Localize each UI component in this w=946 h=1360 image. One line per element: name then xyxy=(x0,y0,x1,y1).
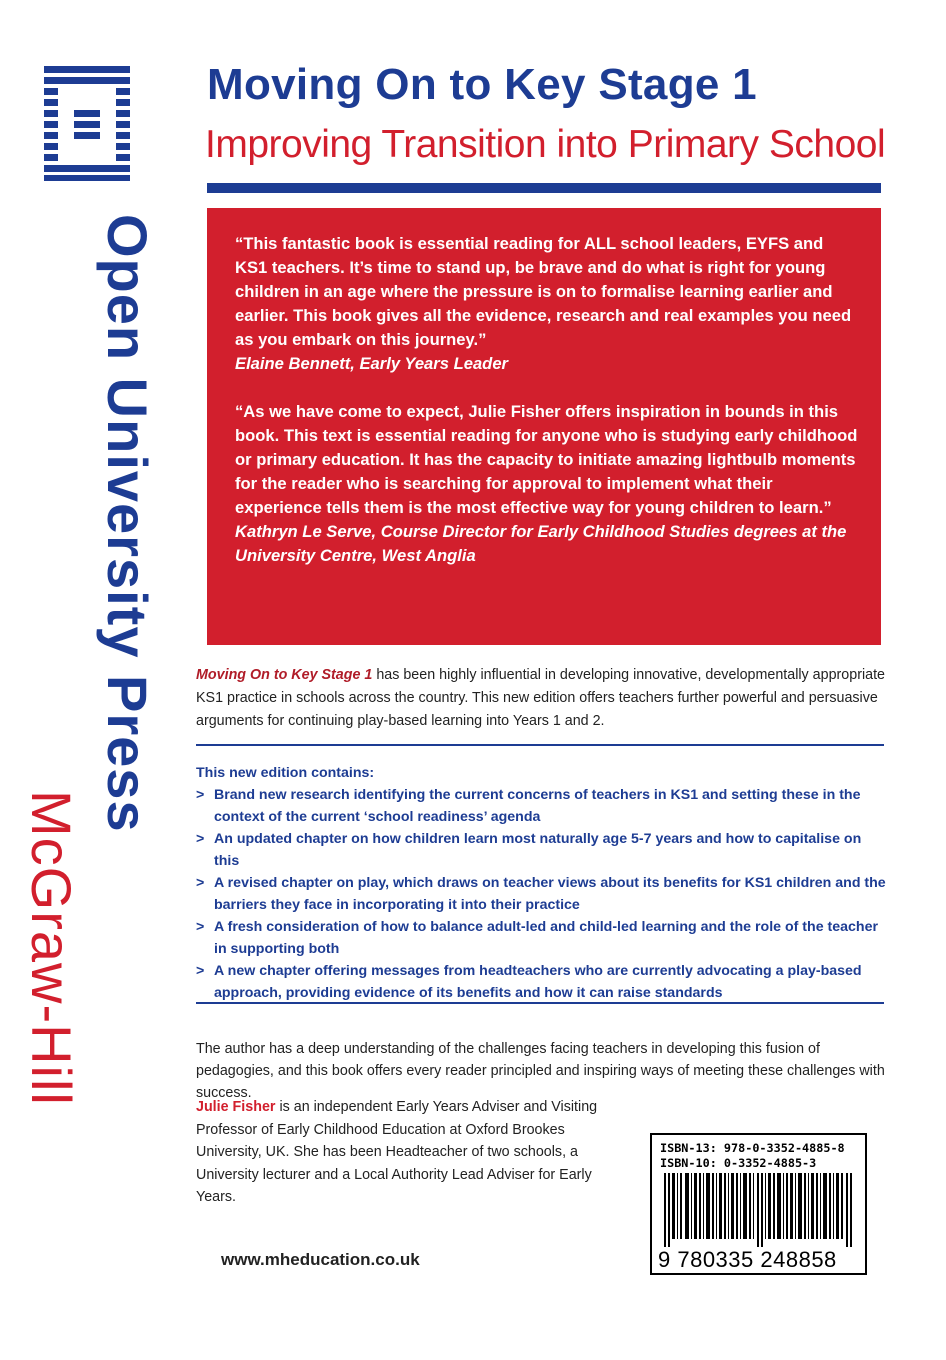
contents-bottom-divider xyxy=(196,1002,884,1004)
bullet-arrow-icon: > xyxy=(196,875,205,891)
endorsement-box xyxy=(207,208,881,645)
list-item: > Brand new research identifying the current concerns of teachers in KS1 and setting these in the context of the current ‘school readiness’ agenda xyxy=(196,784,886,828)
list-item: > An updated chapter on how children learn most naturally age 5-7 years and how to capitalise on this xyxy=(196,828,886,872)
contents-list xyxy=(196,784,886,1004)
book-title: Moving On to Key Stage 1 xyxy=(207,60,757,109)
intro-paragraph xyxy=(196,664,886,733)
list-item: > A fresh consideration of how to balance adult-led and child-led learning and the role of the teacher in supporting both xyxy=(196,916,886,960)
endorsement-quote: “As we have come to expect, Julie Fisher offers inspiration in bounds in this book. This text is essential reading for anyone who is studying early childhood or primary education. It has the capacity to initiate amazing lightbulb moments for the reader who is searching for approval to implement what their experience tells them is the most effective way for young children to learn.” xyxy=(235,402,858,517)
summary-paragraph: The author has a deep understanding of the challenges facing teachers in developing this fusion of pedagogies, and this book offers every reader principled and inspiring ways of meeting these challenges with success. xyxy=(196,1041,885,1101)
author-bio-text: is an independent Early Years Adviser and Visiting Professor of Early Childhood Education at Oxford Brookes University, UK. She has been Headteacher of two schools, a University lecturer and a Local Authority Lead Adviser for Early Years. xyxy=(196,1099,598,1205)
list-item: > A revised chapter on play, which draws on teacher views about its benefits for KS1 children and the barriers they face in incorporating it into their practice xyxy=(196,872,886,916)
bullet-arrow-icon: > xyxy=(196,831,205,847)
barcode-digits: 9 780335 248858 xyxy=(658,1247,837,1272)
publisher-name-vertical: Open University Press xyxy=(96,214,159,833)
publisher-spine xyxy=(0,0,185,1360)
endorsement-attribution: Kathryn Le Serve, Course Director for Early Childhood Studies degrees at the University Centre, West Anglia xyxy=(235,522,847,565)
publisher-website: www.mheducation.co.uk xyxy=(221,1250,420,1269)
bullet-arrow-icon: > xyxy=(196,963,205,979)
isbn-barcode xyxy=(650,1133,867,1275)
list-item: > A new chapter offering messages from headteachers who are currently advocating a play-based approach, providing evidence of its benefits and how it can raise standards xyxy=(196,960,886,1004)
open-university-logo-icon xyxy=(44,66,130,181)
endorsement-attribution: Elaine Bennett, Early Years Leader xyxy=(235,354,509,373)
isbn-13-label: ISBN-13: 978-0-3352-4885-8 xyxy=(660,1141,845,1155)
author-name: Julie Fisher xyxy=(196,1099,276,1115)
bullet-arrow-icon: > xyxy=(196,787,205,803)
barcode-icon xyxy=(660,1173,858,1247)
contents-top-divider xyxy=(196,744,884,746)
imprint-name-vertical: McGraw-Hill xyxy=(20,790,83,1106)
contents-heading: This new edition contains: xyxy=(196,765,375,781)
endorsement-quote: “This fantastic book is essential reading for ALL school leaders, EYFS and KS1 teachers. It’s time to stand up, be brave and do what is right for young children in an age where the pressure is on to formalise learning earlier and earlier. This book gives all the evidence, research and real examples you need as you embark on this journey.” xyxy=(235,234,852,349)
title-divider xyxy=(207,183,881,193)
book-subtitle: Improving Transition into Primary School xyxy=(205,123,886,166)
intro-title-reference: Moving On to Key Stage 1 xyxy=(196,667,373,683)
contents-list-section xyxy=(196,762,886,1004)
bullet-arrow-icon: > xyxy=(196,919,205,935)
isbn-10-label: ISBN-10: 0-3352-4885-3 xyxy=(660,1156,817,1170)
intro-text: has been highly influential in developing innovative, developmentally appropriate KS1 practice in schools across the country. This new edition offers teachers further powerful and persuasive arguments for continuing play-based learning into Years 1 and 2. xyxy=(196,667,886,729)
author-bio xyxy=(196,1096,616,1209)
